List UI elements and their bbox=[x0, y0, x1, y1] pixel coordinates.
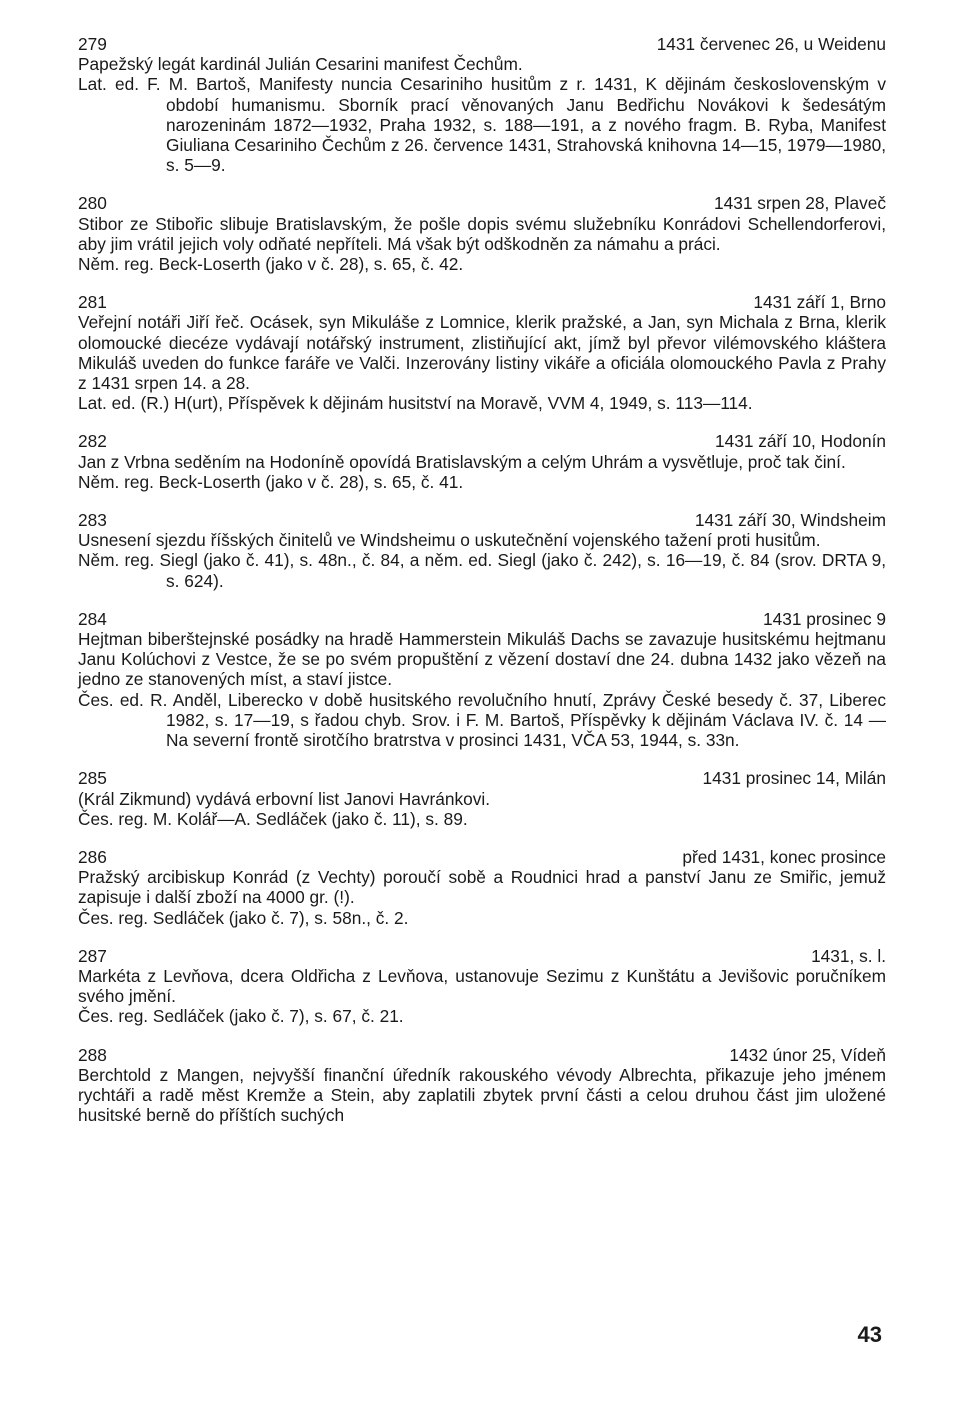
entry-source: Lat. ed. F. M. Bartoš, Manifesty nuncia Cesariniho husitům z r. 1431, K dějinám československým v období humanismu. Sborník prací věnovaných Janu Bedřichu Novákovi k šedesátým narozeninám 1872—1932, Praha 1932, s. 188—191, a z nového fragm. B. Ryba, Manifest Giuliana Cesariniho Čechům z 26. července 1431, Strahovská knihovna 14—15, 1979—1980, s. 5—9. bbox=[78, 74, 886, 176]
entry-287 bbox=[78, 946, 886, 1027]
entry-number: 280 bbox=[78, 193, 107, 214]
entry-date: 1431 září 10, Hodonín bbox=[714, 431, 886, 452]
document-body bbox=[78, 34, 886, 1125]
entry-source: Něm. reg. Beck-Loserth (jako v č. 28), s. 65, č. 41. bbox=[78, 471, 464, 492]
entry-header bbox=[78, 34, 886, 54]
entry-text: Berchtold z Mangen, nejvyšší finanční úředník rakouského vévody Albrechta, přikazuje jeho jménem rychtáři a radě měst Kremže a Stein, aby zaplatili zbytek první části a celou druhou část jim uložené husitské berně do příštích suchých bbox=[78, 1064, 886, 1126]
entry-date: 1431, s. l. bbox=[811, 945, 886, 966]
entry-date: 1431 září 1, Brno bbox=[753, 292, 886, 313]
entry-source: Něm. reg. Beck-Loserth (jako v č. 28), s. 65, č. 42. bbox=[78, 254, 464, 275]
entry-number: 281 bbox=[78, 292, 107, 313]
entry-number: 285 bbox=[78, 768, 107, 789]
entry-date: 1431 září 30, Windsheim bbox=[694, 510, 886, 531]
entry-source: Čes. reg. M. Kolář—A. Sedláček (jako č. 11), s. 89. bbox=[78, 808, 468, 829]
entry-date: 1431 srpen 28, Plaveč bbox=[714, 193, 886, 214]
entry-number: 283 bbox=[78, 510, 107, 531]
entry-number: 279 bbox=[78, 34, 107, 54]
entry-number: 282 bbox=[78, 431, 107, 452]
entry-header bbox=[78, 768, 886, 788]
page-number: 43 bbox=[857, 1322, 882, 1347]
entry-283 bbox=[78, 510, 886, 591]
entry-source: Čes. reg. Sedláček (jako č. 7), s. 67, č. 21. bbox=[78, 1006, 404, 1027]
entry-text: Usnesení sjezdu říšských činitelů ve Windsheimu o uskutečnění vojenského tažení proti husitům. bbox=[78, 530, 821, 551]
entry-text: Jan z Vrbna seděním na Hodoníně opovídá Bratislavským a celým Uhrám a vysvětluje, proč tak činí. bbox=[78, 451, 846, 472]
entry-header bbox=[78, 292, 886, 312]
entry-281 bbox=[78, 292, 886, 413]
entry-source: Lat. ed. (R.) H(urt), Příspěvek k dějinám husitství na Moravě, VVM 4, 1949, s. 113—114. bbox=[78, 393, 753, 414]
entry-date: před 1431, konec prosince bbox=[682, 846, 886, 867]
entry-date: 1431 červenec 26, u Weidenu bbox=[656, 34, 886, 54]
entry-number: 288 bbox=[78, 1044, 107, 1065]
entry-number: 286 bbox=[78, 846, 107, 867]
entry-date: 1431 prosinec 14, Milán bbox=[702, 768, 886, 789]
entry-date: 1431 prosinec 9 bbox=[763, 608, 886, 629]
entry-header bbox=[78, 1045, 886, 1065]
entry-header bbox=[78, 609, 886, 629]
entry-text: Pražský arcibiskup Konrád (z Vechty) poroučí sobě a Roudnici hrad a panství Janu ze Smiřic, jemuž zapisuje i další zboží na 4000 gr. (!). bbox=[78, 867, 886, 908]
entry-date: 1432 únor 25, Vídeň bbox=[729, 1044, 886, 1065]
entry-286 bbox=[78, 847, 886, 928]
entry-282 bbox=[78, 431, 886, 492]
entry-header bbox=[78, 510, 886, 530]
entry-288 bbox=[78, 1045, 886, 1126]
entry-285 bbox=[78, 768, 886, 829]
entry-source: Čes. reg. Sedláček (jako č. 7), s. 58n., č. 2. bbox=[78, 907, 409, 928]
entry-text: Markéta z Levňova, dcera Oldřicha z Levňova, ustanovuje Sezimu z Kunštátu a Jevišovic poručníkem svého jmění. bbox=[78, 965, 886, 1007]
entry-text: Veřejní notáři Jiří řeč. Ocásek, syn Mikuláše z Lomnice, klerik pražské, a Jan, syn Michala z Brna, klerik olomoucké diecéze vydávají notářský instrument, zlistiňující akt, jímž byl převor vilémovského kláštera Mikuláš uveden do funkce faráře ve Valči. Inzerovány listiny vikáře a oficiála olomouckého Pavla z Prahy z 1431 srpen 14. a 28. bbox=[78, 312, 886, 394]
entry-279 bbox=[78, 34, 886, 175]
entry-number: 284 bbox=[78, 608, 107, 629]
entry-header bbox=[78, 193, 886, 213]
entry-text: (Král Zikmund) vydává erbovní list Janovi Havránkovi. bbox=[78, 788, 491, 809]
entry-number: 287 bbox=[78, 945, 107, 966]
entry-header bbox=[78, 847, 886, 867]
entry-source: Čes. ed. R. Anděl, Liberecko v době husitského revolučního hnutí, Zprávy České besedy č. 37, Liberec 1982, s. 17—19, s řadou chyb. Srov. i F. M. Bartoš, Příspěvky k dějinám Václava IV. č. 14 — Na severní frontě sirotčího bratrstva v prosinci 1431, VČA 53, 1944, s. 33n. bbox=[78, 689, 886, 751]
entry-header bbox=[78, 946, 886, 966]
entry-text: Papežský legát kardinál Julián Cesarini manifest Čechům. bbox=[78, 54, 523, 75]
entry-header bbox=[78, 431, 886, 451]
entry-280 bbox=[78, 193, 886, 274]
entry-text: Hejtman biberštejnské posádky na hradě Hammerstein Mikuláš Dachs se zavazuje husitskému hejtmanu Janu Kolúchovi z Vestce, že se po svém propuštění z vězení dostaví dne 24. dubna 1432 jako vězeň na jedno ze stanovených míst, a staví jistce. bbox=[78, 629, 886, 690]
entry-284 bbox=[78, 609, 886, 750]
entry-text: Stibor ze Stibořic slibuje Bratislavským, že pošle dopis svému služebníku Konrádovi Schellendorferovi, aby jim vrátil jejich voly odňaté nepříteli. Má však být odškodněn za námahu a práci. bbox=[78, 213, 886, 254]
entry-source: Něm. reg. Siegl (jako č. 41), s. 48n., č. 84, a něm. ed. Siegl (jako č. 242), s. 16—19, č. 84 (srov. DRTA 9, s. 624). bbox=[78, 550, 886, 591]
